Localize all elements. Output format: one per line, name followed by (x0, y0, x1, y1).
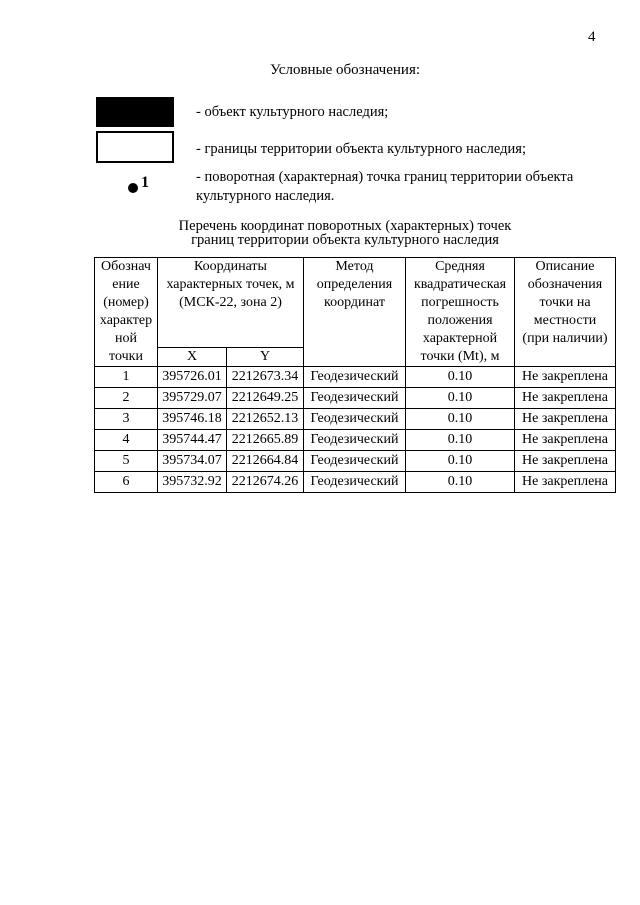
table-row (95, 367, 616, 388)
cell-x: 395729.07 (158, 388, 227, 409)
cell-y: 2212652.13 (227, 409, 304, 430)
cell-error: 0.10 (406, 451, 515, 472)
cell-y: 2212664.84 (227, 451, 304, 472)
header-y: Y (227, 348, 304, 367)
cell-num: 4 (95, 430, 158, 451)
cell-description: Не закреплена (515, 388, 616, 409)
header-description: Описание обозначения точки на местности (при наличии) (515, 258, 616, 367)
header-point-id: Обознач ение (номер) характер ной точки (95, 258, 158, 367)
table-header-row (95, 258, 616, 348)
cell-x: 395734.07 (158, 451, 227, 472)
legend-label-line: культурного наследия. (196, 188, 335, 204)
cell-method: Геодезический (304, 388, 406, 409)
cell-description: Не закреплена (515, 451, 616, 472)
cell-description: Не закреплена (515, 409, 616, 430)
cell-y: 2212649.25 (227, 388, 304, 409)
legend-label-turning-point (196, 168, 616, 206)
cell-method: Геодезический (304, 367, 406, 388)
cell-num: 3 (95, 409, 158, 430)
cell-error: 0.10 (406, 472, 515, 493)
cell-num: 5 (95, 451, 158, 472)
table-row (95, 472, 616, 493)
page-number: 4 (588, 29, 596, 45)
cell-y: 2212665.89 (227, 430, 304, 451)
title-line: Перечень координат поворотных (характерных) точек (178, 218, 512, 234)
table-row (95, 409, 616, 430)
turning-point-number: 1 (141, 174, 149, 191)
cell-error: 0.10 (406, 430, 515, 451)
header-error: Средняя квадратическая погрешность положения характерной точки (Mt), м (406, 258, 515, 367)
cell-x: 395732.92 (158, 472, 227, 493)
table-row (95, 430, 616, 451)
cell-num: 1 (95, 367, 158, 388)
cell-error: 0.10 (406, 409, 515, 430)
title-line: границ территории объекта культурного наследия (191, 232, 499, 248)
cell-error: 0.10 (406, 388, 515, 409)
cell-description: Не закреплена (515, 472, 616, 493)
legend-label-heritage-object: - объект культурного наследия; (196, 104, 389, 120)
cell-method: Геодезический (304, 472, 406, 493)
coordinates-table (94, 257, 616, 493)
cell-description: Не закреплена (515, 367, 616, 388)
turning-point-dot-icon (128, 183, 138, 193)
legend-label-line: - поворотная (характерная) точка границ территории объекта (196, 169, 574, 185)
header-coordinates: Координаты характерных точек, м (МСК-22, зона 2) (158, 258, 304, 348)
heritage-object-swatch (96, 97, 174, 127)
cell-method: Геодезический (304, 430, 406, 451)
cell-num: 2 (95, 388, 158, 409)
table-row (95, 388, 616, 409)
cell-y: 2212673.34 (227, 367, 304, 388)
territory-boundary-swatch (96, 131, 174, 163)
cell-x: 395726.01 (158, 367, 227, 388)
legend-title: Условные обозначения: (269, 62, 421, 78)
cell-y: 2212674.26 (227, 472, 304, 493)
legend-label-territory-boundary: - границы территории объекта культурного наследия; (196, 141, 526, 157)
cell-x: 395744.47 (158, 430, 227, 451)
cell-num: 6 (95, 472, 158, 493)
cell-error: 0.10 (406, 367, 515, 388)
header-method: Метод определения координат (304, 258, 406, 367)
header-x: X (158, 348, 227, 367)
cell-method: Геодезический (304, 409, 406, 430)
coordinates-list-title (0, 219, 640, 247)
cell-method: Геодезический (304, 451, 406, 472)
cell-description: Не закреплена (515, 430, 616, 451)
cell-x: 395746.18 (158, 409, 227, 430)
table-row (95, 451, 616, 472)
